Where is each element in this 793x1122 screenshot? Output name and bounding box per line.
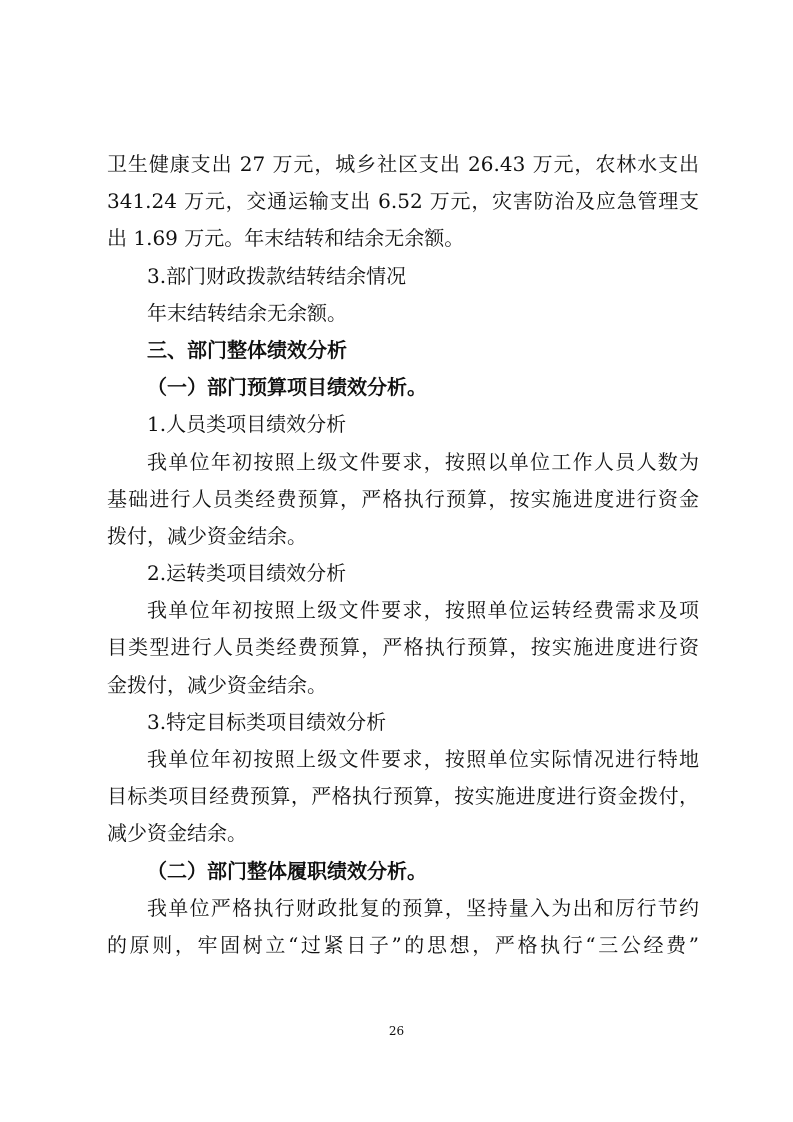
paragraph-line: 目标类项目经费预算，严格执行预算，按实施进度进行资金拨付， [107,784,699,809]
body-text [107,146,699,964]
paragraph-line: 我单位年初按照上级文件要求，按照单位运转经费需求及项 [147,598,699,623]
paragraph-line: 目类型进行人员类经费预算，严格执行预算，按实施进度进行资 [107,635,699,660]
paragraph-line: 341.24 万元，交通运输支出 6.52 万元，灾害防治及应急管理支 [107,189,699,214]
subheading-line: 3.特定目标类项目绩效分析 [147,709,387,734]
paragraph-line: 基础进行人员类经费预算，严格执行预算，按实施进度进行资金 [107,486,699,511]
paragraph-line: 拨付，减少资金结余。 [107,523,307,548]
page-number: 26 [388,1024,405,1038]
paragraph-line: 出 1.69 万元。年末结转和结余无余额。 [107,226,465,251]
paragraph-line: 我单位年初按照上级文件要求，按照以单位工作人员人数为 [147,449,699,474]
paragraph-line: 卫生健康支出 27 万元，城乡社区支出 26.43 万元，农林水支出 [107,152,699,176]
paragraph-line: 的原则，牢固树立“过紧日子”的思想，严格执行“三公经费” [107,932,699,957]
subheading-line: 3.部门财政拨款结转结余情况 [147,263,407,288]
section-heading: 三、部门整体绩效分析 [147,337,347,362]
subheading-line: 1.人员类项目绩效分析 [147,412,347,437]
paragraph-line: 我单位严格执行财政批复的预算，坚持量入为出和厉行节约 [147,895,699,920]
paragraph-line: 金拨付，减少资金结余。 [107,672,327,697]
subsection-heading: （二）部门整体履职绩效分析。 [147,858,427,883]
paragraph-line: 我单位年初按照上级文件要求，按照单位实际情况进行特地 [147,747,699,771]
subheading-line: 2.运转类项目绩效分析 [147,561,347,586]
subsection-heading: （一）部门预算项目绩效分析。 [147,375,427,400]
paragraph-line: 减少资金结余。 [107,821,247,846]
paragraph-line: 年末结转结余无余额。 [147,300,347,325]
